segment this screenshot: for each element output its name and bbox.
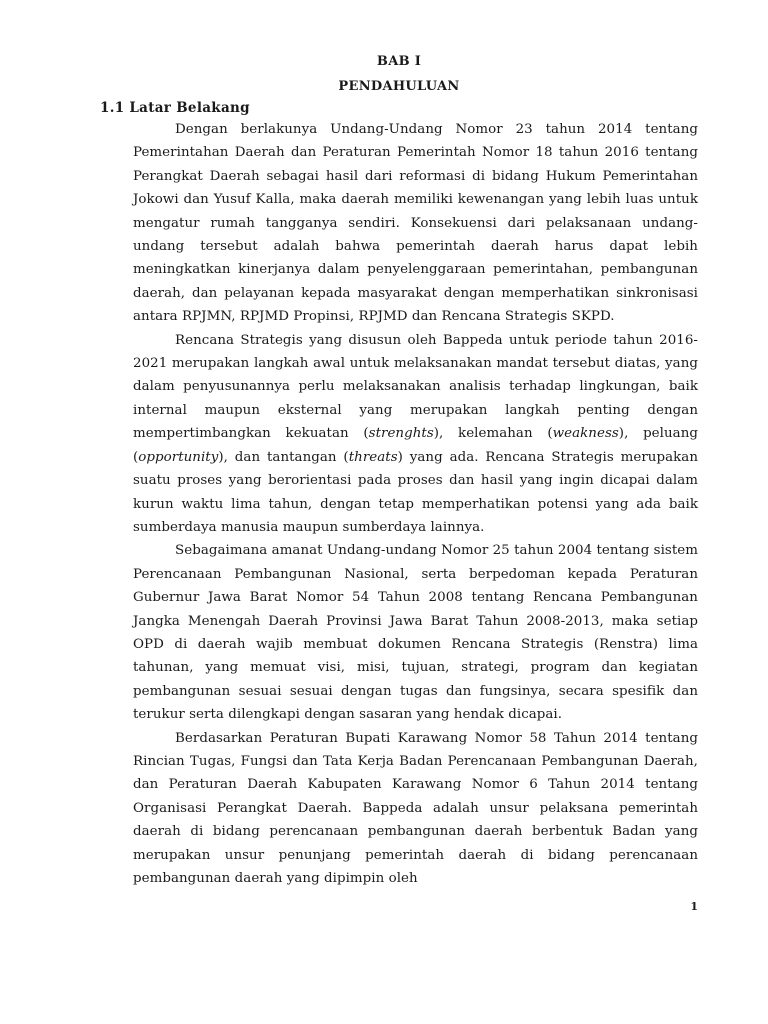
paragraph-2-text: ), peluang (: [133, 426, 698, 465]
paragraph-2-text: ) yang ada. Rencana Strategis merupakan suatu proses yang berorientasi pada proses dan hasil yang ingin dicapai dalam kurun waktu lima tahun, dengan tetap memperhatikan potensi yang ada baik sumberdaya manusia maupun sumberdaya lainnya.: [133, 449, 698, 535]
term-weakness: weakness: [552, 426, 619, 442]
section-heading: 1.1 Latar Belakang: [100, 100, 250, 116]
page-number: 1: [690, 900, 698, 913]
term-strengths: strenghts: [368, 426, 434, 442]
paragraph-1: Dengan berlakunya Undang-Undang Nomor 23 tahun 2014 tentang Pemerintahan Daerah dan Peraturan Pemerintah Nomor 18 tahun 2016 tentang Perangkat Daerah sebagai hasil dari reformasi di bidang Hukum Pemerintahan Jokowi dan Yusuf Kalla, maka daerah memiliki kewenangan yang lebih luas untuk mengatur rumah tangganya sendiri. Konsekuensi dari pelaksanaan undang-undang tersebut adalah bahwa pemerintah daerah harus dapat lebih meningkatkan kinerjanya dalam penyelenggaraan pemerintahan, pembangunan daerah, dan pelayanan kepada masyarakat dengan memperhatikan sinkronisasi antara RPJMN, RPJMD Propinsi, RPJMD dan Rencana Strategis SKPD.: [133, 122, 698, 325]
chapter-title: PENDAHULUAN: [338, 79, 460, 94]
paragraph-2: [133, 329, 698, 540]
paragraph-2-text: ), kelemahan (: [433, 426, 553, 442]
body-text: [133, 118, 698, 890]
paragraph-2-text: ), dan tantangan (: [218, 449, 349, 465]
paragraph-3: Sebagaimana amanat Undang-undang Nomor 25 tahun 2004 tentang sistem Perencanaan Pembangunan Nasional, serta berpedoman kepada Peraturan Gubernur Jawa Barat Nomor 54 Tahun 2008 tentang Rencana Pembangunan Jangka Menengah Daerah Provinsi Jawa Barat Tahun 2008-2013, maka setiap OPD di daerah wajib membuat dokumen Rencana Strategis (Renstra) lima tahunan, yang memuat visi, misi, tujuan, strategi, program dan kegiatan pembangunan sesuai sesuai dengan tugas dan fungsinya, secara spesifik dan terukur serta dilengkapi dengan sasaran yang hendak dicapai.: [133, 543, 698, 723]
term-opportunity: opportunity: [138, 449, 219, 465]
paragraph-2-text: Rencana Strategis yang disusun oleh Bappeda untuk periode tahun 2016-2021 merupakan langkah awal untuk melaksanakan mandat tersebut diatas, yang dalam penyusunannya perlu melaksanakan analisis terhadap lingkungan, baik internal maupun eksternal yang merupakan langkah penting dengan mempertimbangkan kekuatan (: [133, 332, 698, 442]
chapter-number: BAB I: [376, 54, 422, 69]
term-threats: threats: [348, 449, 398, 465]
paragraph-4: Berdasarkan Peraturan Bupati Karawang Nomor 58 Tahun 2014 tentang Rincian Tugas, Fungsi dan Tata Kerja Badan Perencanaan Pembangunan Daerah, dan Peraturan Daerah Kabupaten Karawang Nomor 6 Tahun 2014 tentang Organisasi Perangkat Daerah. Bappeda adalah unsur pelaksana pemerintah daerah di bidang perencanaan pembangunan daerah berbentuk Badan yang merupakan unsur penunjang pemerintah daerah di bidang perencanaan pembangunan daerah yang dipimpin oleh: [133, 730, 698, 886]
